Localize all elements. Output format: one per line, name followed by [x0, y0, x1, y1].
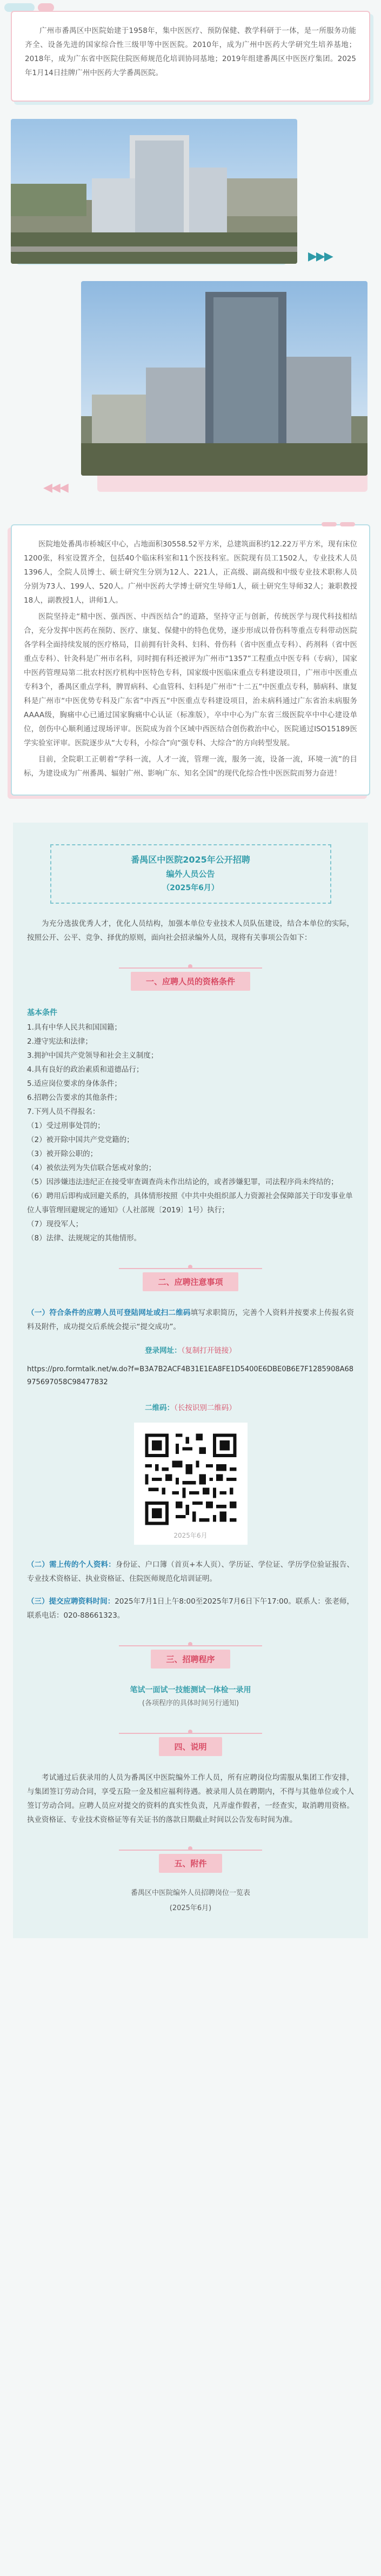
stats-paragraph-2: 医院坚持走“精中医、强西医、中西医结合”的道路，坚持守正与创新，传统医学与现代科技相结合，充分发挥中医药在预防、医疗、康复、保健中的特色优势，逐步形成以骨伤科等重点专科带动医院各学科全面持续发展的医疗格局，目前拥有针灸科、妇科、骨伤科（省中医重点专科）、药剂科（省中医重点专科）、针灸科是广州市名科，同时拥有科还被评为广州市“1357”工程重点中医专科（专病），国家中医药管理局第二批农村医疗机构中医特色专科，国家级中医临床重点专科建设项目，广州市中医重点专科3个，番禺区重点学科，脾胃病科、心血管科、妇科是广州市“十二五”中医重点专科，肺病科、康复科是广州市“中医优势专科及广东省”中西五“中医重点专科建设项目，治未病科通过广东省治未病服务AAAA级，胸痛中心已通过国家胸痛中心认证（标准版），卒中中心为广东省三级医院卒中中心建设单位，创伤中心顺利通过现场评审。医院成为首个区域中西医结合创伤救治中心，医院通过ISO15189医学实验室评审。医院逐步从“大专科，小综合”向“强专科、大综合”的方向转型发展。 — [24, 612, 357, 748]
application-link[interactable]: https://pro.formtalk.net/w.do?f=B3A7B2ACF4B31E1EA8FE1D5400E6DBE0B6E7F1285908A68975697058C98477832 — [27, 1365, 354, 1386]
section-header-procedure — [27, 1641, 354, 1670]
section-header-notes-explanation — [27, 1729, 354, 1758]
explanation-paragraph: 考试通过后获录用的人员为番禺区中医院编外工作人员，所有应聘岗位均需服从集团工作安排，与集团签订劳动合同，享受五险一金及相应福利待遇。被录用人员在聘期内，不得与其他单位或个人签订劳动合同。应聘人员应对提交的资料的真实性负责，凡弄虚作假者，一经查实，取消聘用资格。执业资格证、专业技术资格证等有关证书的落款日期截止时间以公告发布时间为准。 — [27, 1773, 354, 1824]
section-header-attachment — [27, 1845, 354, 1874]
list-item: 5.适应岗位要求的身体条件； — [27, 1079, 122, 1088]
list-item: （6）聘用后即构成回避关系的，具体情形按照《中共中央组织部人力资源社会保障部关于印发事业单位人事管理回避规定的通知》（人社部规〔2019〕1号）执行； — [27, 1192, 353, 1214]
list-item: 4.具有良好的政治素质和道德品行； — [27, 1065, 144, 1074]
announcement-lead: 为充分选拔优秀人才，优化人员结构，加强本单位专业技术人员队伍建设，结合本单位的实际，按照公开、公平、竞争、择优的原则，面向社会招录编外人员，现将有关事项公告如下： — [27, 919, 354, 942]
qr-label: 二维码： — [145, 1404, 175, 1412]
hospital-photo-aerial — [11, 119, 297, 264]
list-item: （5）因涉嫌违法违纪正在接受审查调查尚未作出结论的，或者涉嫌犯罪，司法程序尚未终结的； — [27, 1178, 338, 1186]
announcement-title-line2: 编外人员公告 — [166, 869, 215, 879]
intro-section — [0, 0, 381, 108]
notice-3-heading: （三）提交应聘资料时间： — [27, 1597, 115, 1606]
qr-caption: 2025年6月 — [173, 1532, 208, 1539]
url-label: 登录网址： — [145, 1346, 182, 1355]
intro-card — [11, 11, 370, 102]
announcement-title-date: （2025年6月） — [162, 884, 219, 892]
list-item: （8）法律、法规规定的其他情形。 — [27, 1234, 142, 1243]
basic-conditions-title: 基本条件 — [27, 1009, 57, 1017]
procedure-steps: 笔试一面试一技能测试一体检一录用 — [130, 1686, 251, 1694]
section-title: 二、应聘注意事项 — [158, 1277, 223, 1287]
notice-2-heading: （二）需上传的个人资料： — [27, 1560, 116, 1569]
list-item: （3）被开除公职的； — [27, 1150, 98, 1158]
list-item: （2）被开除中国共产党党籍的； — [27, 1136, 134, 1144]
photo-section — [0, 108, 381, 595]
section-title: 一、应聘人员的资格条件 — [145, 977, 235, 986]
url-hint: （复制打开链接） — [181, 1346, 236, 1355]
section-header-notes — [27, 1264, 354, 1293]
basic-conditions-list — [27, 1020, 354, 1245]
hospital-stats-card — [11, 524, 370, 796]
list-item: 1.具有中华人民共和国国籍； — [27, 1023, 122, 1032]
list-item: （1）受过刑事处罚的； — [27, 1122, 105, 1130]
notice-2-body: 身份证、户口簿（首页+本人页）、学历证、学位证、学历学位验证报告、专业技术资格证、执业资格证、住院医师规范化培训证明。 — [27, 1560, 355, 1583]
chevron-right-icon: ▶▶▶ — [308, 250, 332, 263]
notice-1-heading: （一）符合条件的应聘人员可登陆网址或扫二维码 — [27, 1309, 191, 1317]
hospital-photo-tower — [81, 281, 367, 476]
section-title: 五、附件 — [174, 1859, 207, 1868]
decor-dots — [322, 522, 355, 526]
qr-code-icon — [142, 1430, 240, 1529]
intro-paragraph: 广州市番禺区中医院始建于1958年，集中医医疗、预防保健、教学科研于一体，是一所服务功能齐全、设备先进的国家综合性三级甲等中医医院。2010年，成为广州中医药大学研究生培养基地；2018年，成为广东省中医院住院医师规范化培训协同基地；2019年组建番禺区中医医疗集团。2025年1月14日挂牌广州中医药大学番禺医院。 — [25, 26, 356, 77]
stats-paragraph-1: 医院地处番禺市桥城区中心，占地面积30558.52平方米，总建筑面积约12.22万平方米，现有床位1200张，科室设置齐全，包括40个临床科室和11个医技科室。医院现有员工1502人，专业技术人员1396人，全院人员博士、硕士研究生分别为12人、221人，正高级、副高级和中级专业技术职称人员分别为73人、199人、520人。广州中医药大学博士研究生导师1人，硕士研究生导师32人；兼职教授18人，副教授1人，讲师1人。 — [24, 540, 357, 605]
section-header-qualifications — [27, 963, 354, 992]
chevron-left-icon: ◀◀◀ — [43, 481, 68, 495]
list-item: （4）被依法列为失信联合惩戒对象的； — [27, 1164, 156, 1172]
section-title: 四、说明 — [174, 1742, 207, 1752]
notice-3-body: 2025年7月1日上午8:00至2025年7月6日下午17:00。联系人：张老师，联系电话：020-88661323。 — [27, 1597, 354, 1620]
attachment-date: (2025年6月) — [169, 1904, 212, 1912]
list-item: 3.拥护中国共产党领导和社会主义制度； — [27, 1051, 158, 1060]
list-item: （7）现役军人； — [27, 1220, 83, 1229]
stats-paragraph-3: 目前，全院职工正朝着“学科一流，人才一流，管理一流，服务一流，设备一流，环境一流”的目标，为建设成为广州番禺、辐射广州、影响广东、知名全国”的现代化综合性中医医院而努力奋进！ — [24, 755, 357, 778]
list-item: 6.招聘公告要求的其他条件； — [27, 1093, 122, 1102]
announcement-title — [50, 844, 331, 904]
procedure-note: (各项程序的具体时间另行通知) — [142, 1699, 239, 1707]
list-item: 7.下列人员不得报名： — [27, 1107, 100, 1116]
attachment-title[interactable]: 番禺区中医院编外人员招聘岗位一览表 — [130, 1889, 250, 1897]
notice-1-body: 填写求职简历，完善个人资料并按要求上传报名资料及附件，成功提交后系统会提示“提交成功”。 — [27, 1309, 355, 1331]
qr-code[interactable] — [134, 1423, 248, 1545]
announcement-title-line1: 番禺区中医院2025年公开招聘 — [131, 855, 250, 865]
qr-hint: （长按识别二维码） — [174, 1404, 236, 1412]
section-title: 三、招聘程序 — [166, 1654, 215, 1664]
recruitment-announcement — [13, 823, 368, 1938]
list-item: 2.遵守宪法和法律； — [27, 1037, 92, 1046]
